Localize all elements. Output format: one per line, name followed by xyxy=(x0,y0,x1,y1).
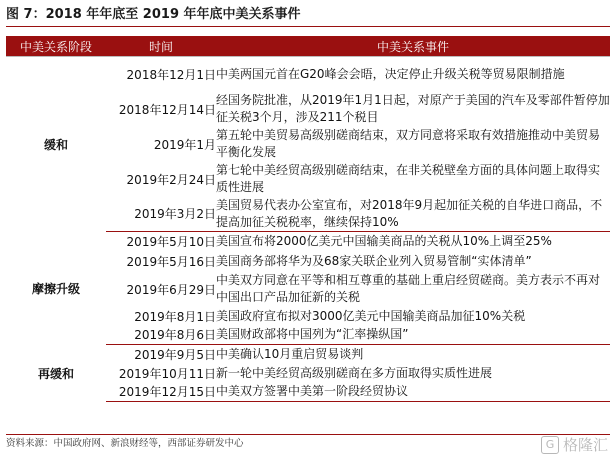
date-cell: 2019年2月24日 xyxy=(126,172,216,187)
date-cell: 2019年8月1日 xyxy=(134,309,216,324)
stage-cell-easing: 缓和 xyxy=(6,57,106,232)
event-cell: 中美双方同意在平等和相互尊重的基础上重启经贸磋商。美方表示不再对中国出口产品加征新的关税 xyxy=(216,273,601,304)
event-cell: 美国政府宣布拟对3000亿美元中国输美商品加征10%关税 xyxy=(216,308,526,323)
date-cell: 2019年5月10日 xyxy=(126,235,216,250)
event-cell: 中美双方签署中美第一阶段经贸协议 xyxy=(216,383,610,402)
event-cell: 第七轮中美经贸高级别磋商结束，在非关税壁垒方面的具体问题上取得实质性进展 xyxy=(216,163,601,194)
event-cell: 美国商务部将华为及68家关联企业列入贸易管制“实体清单” xyxy=(216,254,532,268)
event-cell: 经国务院批准，从2019年1月1日起，对原产于美国的汽车及零部件暂停加征关税3个月，涉及211个税目 xyxy=(216,93,610,124)
date-cell: 2019年10月11日 xyxy=(118,366,216,381)
table-header-row xyxy=(6,36,610,57)
watermark-logo-icon: G xyxy=(541,436,559,454)
table-row xyxy=(6,57,610,92)
event-cell: 美国宣布将2000亿美元中国输美商品的关税从10%上调至25% xyxy=(216,234,552,249)
date-cell: 2019年3月2日 xyxy=(106,197,216,232)
date-cell: 2019年5月16日 xyxy=(126,255,216,269)
event-cell: 美国财政部将中国列为“汇率操纵国” xyxy=(216,326,610,345)
header-stage: 中美关系阶段 xyxy=(6,36,106,57)
event-cell: 中美两国元首在G20峰会会晤，决定停止升级关税等贸易限制措施 xyxy=(216,57,610,92)
date-cell: 2018年12月1日 xyxy=(106,57,216,92)
event-cell: 第五轮中美贸易高级别磋商结束，双方同意将采取有效措施推动中美贸易平衡化发展 xyxy=(216,128,601,159)
date-cell: 2018年12月14日 xyxy=(118,102,216,117)
event-cell: 新一轮中美经贸高级别磋商在多方面取得实质性进展 xyxy=(216,365,493,380)
watermark xyxy=(541,434,608,455)
date-cell: 2019年12月15日 xyxy=(106,383,216,402)
relations-table xyxy=(6,36,610,402)
table-row xyxy=(6,345,610,364)
event-cell: 中美确认10月重启贸易谈判 xyxy=(216,346,364,361)
stage-cell-re-easing: 再缓和 xyxy=(37,366,74,381)
header-date: 时间 xyxy=(106,36,216,57)
header-event: 中美关系事件 xyxy=(216,36,610,57)
table-row xyxy=(6,232,610,252)
date-cell: 2019年9月5日 xyxy=(134,347,216,362)
date-cell: 2019年8月6日 xyxy=(106,326,216,345)
stage-cell-escalation: 摩擦升级 xyxy=(31,281,80,296)
watermark-text: 格隆汇 xyxy=(562,436,608,454)
figure-title: 图 7：2018 年年底至 2019 年年底中美关系事件 xyxy=(6,4,610,27)
date-cell: 2019年1月 xyxy=(153,137,216,152)
source-note: 资料来源：中国政府网、新浪财经等，西部证券研发中心 xyxy=(6,434,610,453)
event-cell: 美国贸易代表办公室宣布，对2018年9月起加征关税的自华进口商品，不提高加征关税税率，继续保持10% xyxy=(216,197,610,232)
date-cell: 2019年6月29日 xyxy=(126,282,216,297)
